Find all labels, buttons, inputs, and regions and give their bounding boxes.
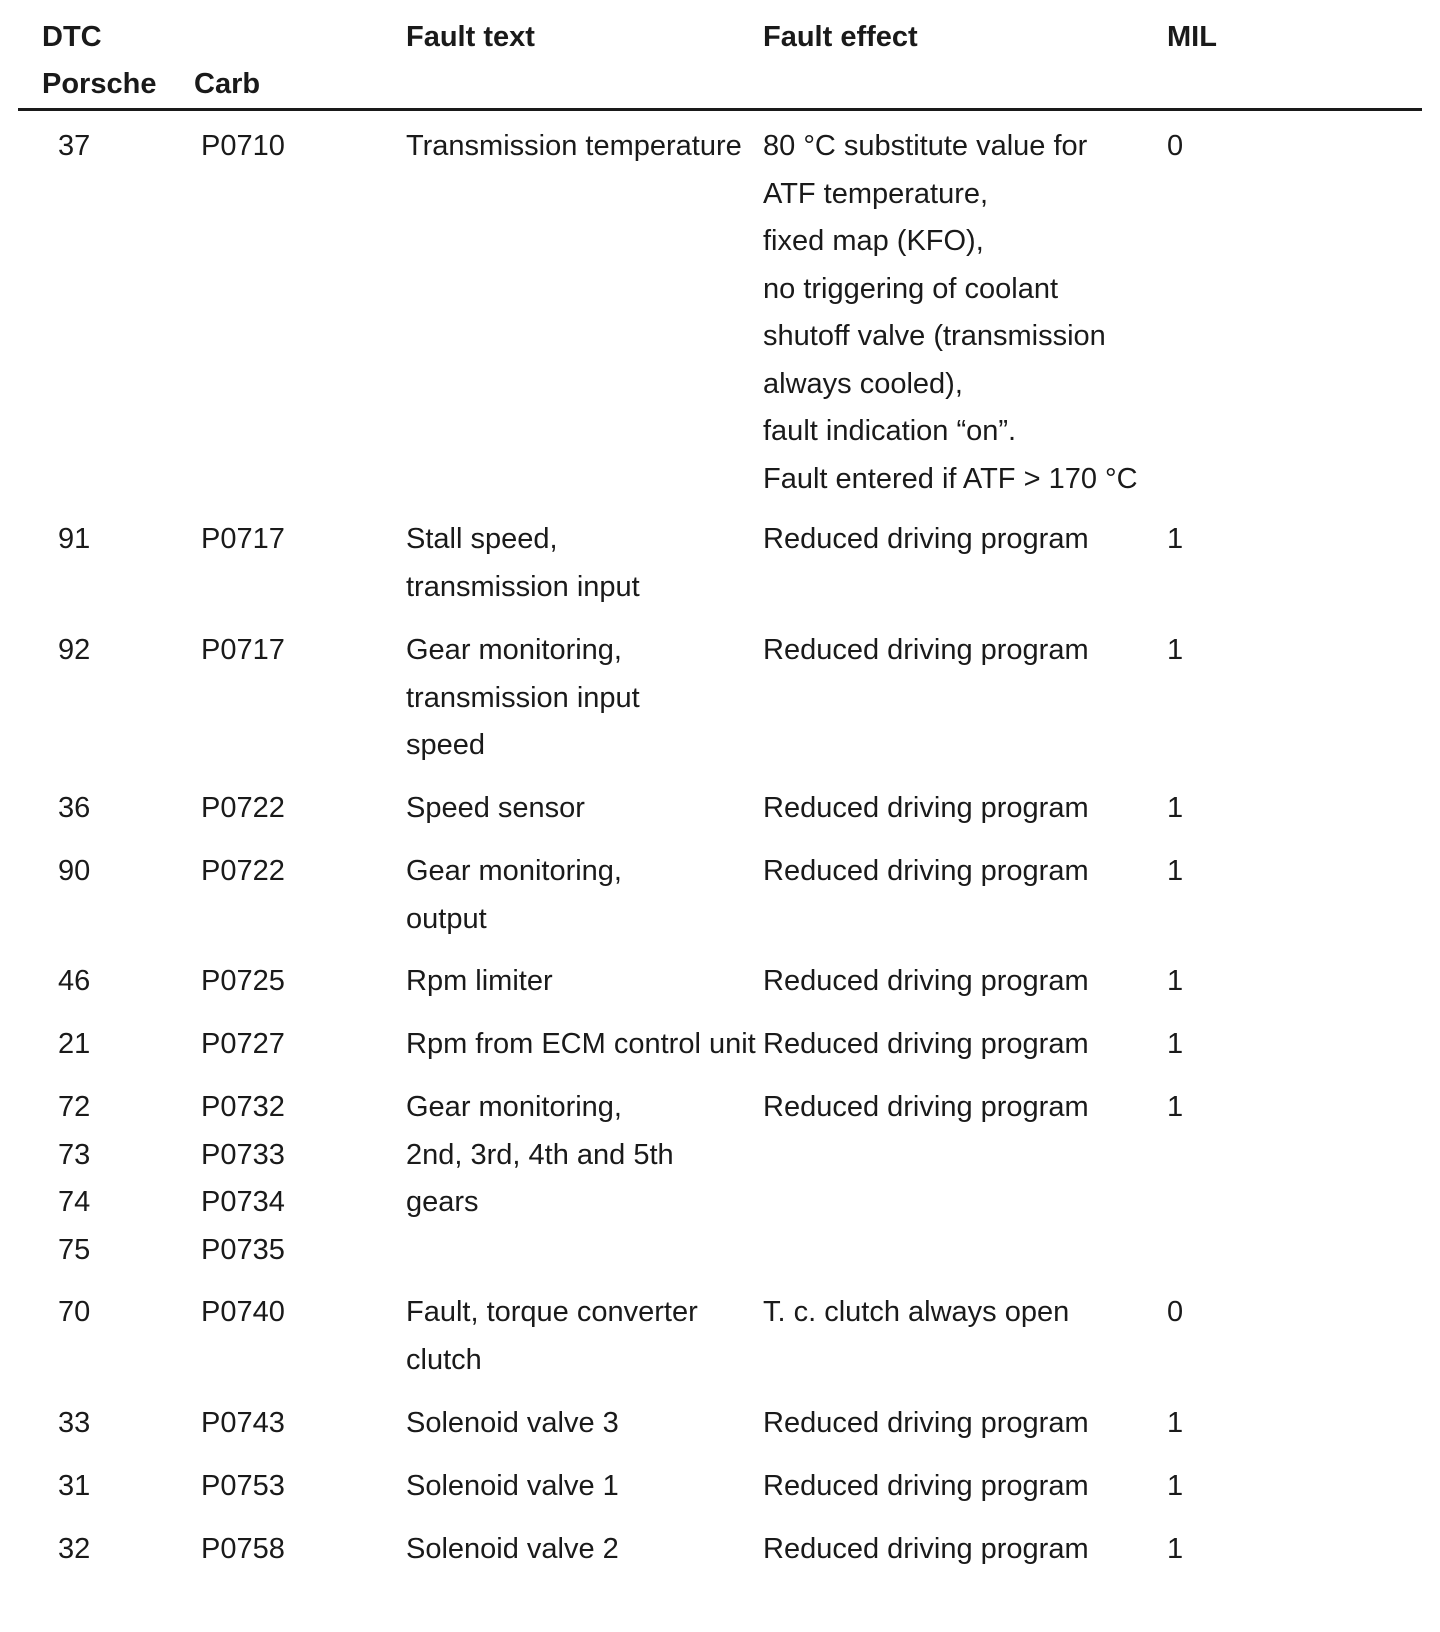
cell-fault-text: Gear monitoring, transmission input speed <box>406 634 640 761</box>
table-row <box>18 1289 1422 1400</box>
cell-fault-effect: 80 °C substitute value for ATF temperature, fixed map (KFO), no triggering of coolant shutoff valve (transmission always cooled), fault indication “on”. Fault entered if ATF > 170 °C <box>763 130 1138 495</box>
cell-carb: P0717 <box>201 523 285 555</box>
cell-carb: P0725 <box>201 965 285 997</box>
cell-mil: 0 <box>1167 130 1184 162</box>
cell-fault-effect: Reduced driving program <box>763 1533 1089 1565</box>
header-carb: Carb <box>194 68 261 100</box>
header-fault-effect: Fault effect <box>763 21 918 53</box>
table-row <box>18 1526 1422 1589</box>
cell-porsche: 91 <box>58 523 91 555</box>
cell-fault-text: Transmission temperature <box>406 130 742 162</box>
cell-fault-effect: Reduced driving program <box>763 965 1089 997</box>
cell-fault-text: Solenoid valve 1 <box>406 1470 619 1502</box>
cell-fault-effect: Reduced driving program <box>763 523 1089 555</box>
cell-fault-text: Rpm from ECM control unit <box>406 1028 756 1060</box>
cell-carb: P0740 <box>201 1296 285 1328</box>
table-header <box>18 0 1422 111</box>
cell-carb: P0758 <box>201 1533 285 1565</box>
table-row <box>18 627 1422 785</box>
cell-carb: P0722 <box>201 855 285 887</box>
header-porsche: Porsche <box>42 68 157 100</box>
cell-porsche: 37 <box>58 130 91 162</box>
cell-carb: P0732 P0733 P0734 P0735 <box>201 1091 285 1266</box>
cell-carb: P0722 <box>201 792 285 824</box>
cell-porsche: 36 <box>58 792 91 824</box>
cell-fault-effect: Reduced driving program <box>763 634 1089 666</box>
cell-mil: 1 <box>1167 855 1184 887</box>
cell-mil: 1 <box>1167 1470 1184 1502</box>
cell-carb: P0717 <box>201 634 285 666</box>
cell-porsche: 21 <box>58 1028 91 1060</box>
cell-fault-text: Gear monitoring, output <box>406 855 622 935</box>
cell-fault-text: Rpm limiter <box>406 965 553 997</box>
cell-fault-text: Solenoid valve 3 <box>406 1407 619 1439</box>
cell-fault-text: Fault, torque converter clutch <box>406 1296 698 1376</box>
header-dtc: DTC <box>42 21 102 53</box>
cell-carb: P0727 <box>201 1028 285 1060</box>
cell-mil: 0 <box>1167 1296 1184 1328</box>
table-row <box>18 1400 1422 1463</box>
table-row <box>18 123 1422 516</box>
cell-porsche: 33 <box>58 1407 91 1439</box>
cell-mil: 1 <box>1167 634 1184 666</box>
cell-fault-effect: Reduced driving program <box>763 1407 1089 1439</box>
cell-fault-effect: Reduced driving program <box>763 1091 1089 1123</box>
cell-carb: P0753 <box>201 1470 285 1502</box>
cell-porsche: 90 <box>58 855 91 887</box>
cell-porsche: 32 <box>58 1533 91 1565</box>
cell-fault-text: Solenoid valve 2 <box>406 1533 619 1565</box>
cell-mil: 1 <box>1167 1028 1184 1060</box>
header-mil: MIL <box>1167 21 1217 53</box>
table-body <box>18 123 1422 1589</box>
cell-porsche: 31 <box>58 1470 91 1502</box>
cell-porsche: 92 <box>58 634 91 666</box>
cell-fault-text: Speed sensor <box>406 792 585 824</box>
table-row <box>18 785 1422 848</box>
cell-porsche: 70 <box>58 1296 91 1328</box>
cell-fault-effect: Reduced driving program <box>763 792 1089 824</box>
cell-mil: 1 <box>1167 1533 1184 1565</box>
cell-porsche: 72 73 74 75 <box>58 1091 91 1266</box>
cell-fault-effect: Reduced driving program <box>763 1028 1089 1060</box>
cell-porsche: 46 <box>58 965 91 997</box>
table-row <box>18 1084 1422 1289</box>
header-fault-text: Fault text <box>406 21 535 53</box>
cell-carb: P0710 <box>201 130 285 162</box>
table-row <box>18 848 1422 958</box>
cell-mil: 1 <box>1167 523 1184 555</box>
table-row <box>18 958 1422 1021</box>
cell-mil: 1 <box>1167 965 1184 997</box>
table-row <box>18 1463 1422 1526</box>
cell-mil: 1 <box>1167 1091 1184 1123</box>
cell-fault-effect: Reduced driving program <box>763 1470 1089 1502</box>
cell-carb: P0743 <box>201 1407 285 1439</box>
table-row <box>18 1021 1422 1084</box>
cell-mil: 1 <box>1167 1407 1184 1439</box>
table-row <box>18 516 1422 627</box>
cell-fault-effect: T. c. clutch always open <box>763 1296 1070 1328</box>
cell-fault-effect: Reduced driving program <box>763 855 1089 887</box>
cell-fault-text: Gear monitoring, 2nd, 3rd, 4th and 5th gears <box>406 1091 674 1218</box>
cell-mil: 1 <box>1167 792 1184 824</box>
cell-fault-text: Stall speed, transmission input <box>406 523 640 603</box>
